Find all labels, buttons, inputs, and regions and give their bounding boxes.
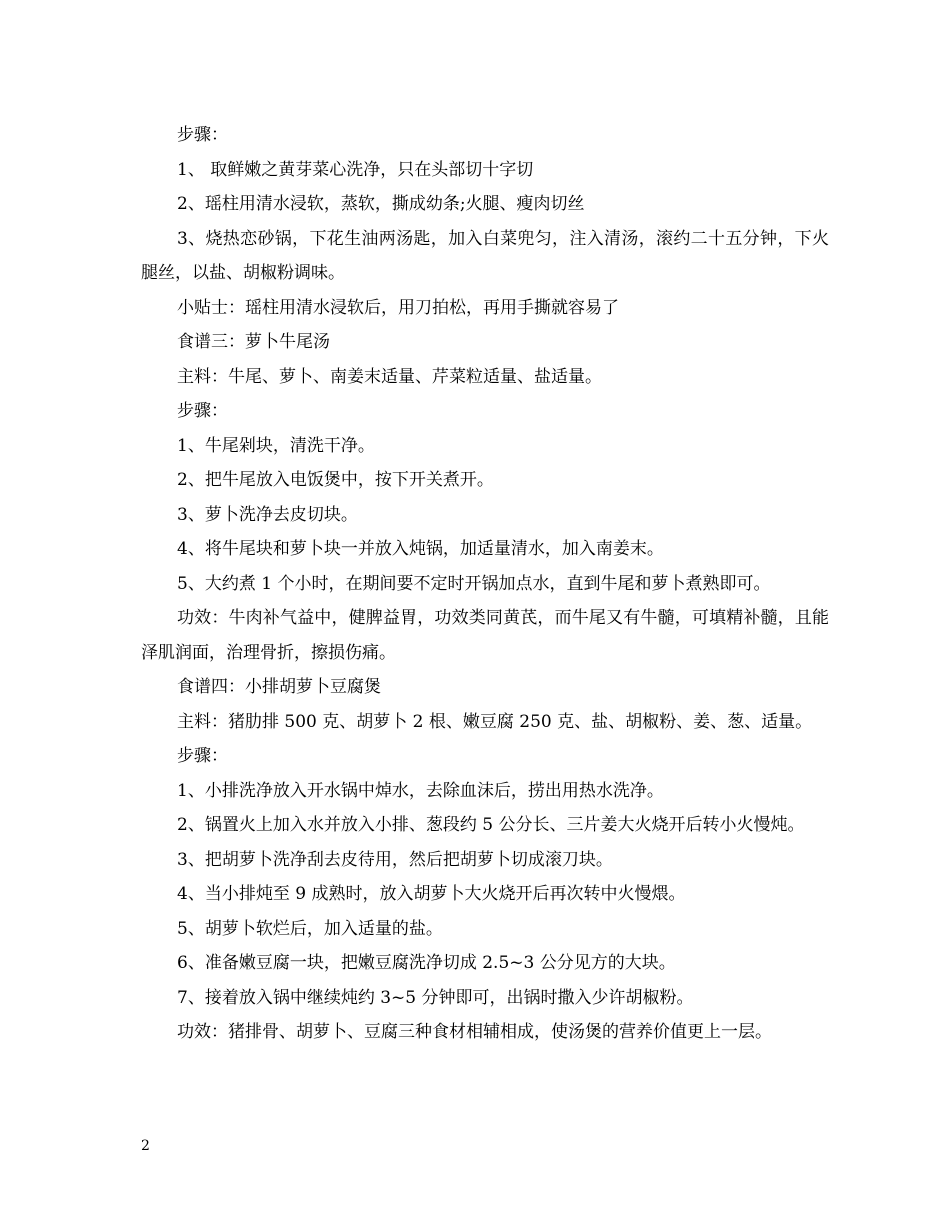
step-item: 1、 取鲜嫩之黄芽菜心洗净，只在头部切十字切: [177, 159, 534, 180]
page-number: 2: [141, 1138, 150, 1154]
step-item: 3、烧热恋砂锅，下花生油两汤匙，加入白菜兜匀，注入清汤，滚约二十五分钟，下火腿丝，以盐、胡椒粉调味。: [141, 228, 829, 283]
step-item: 7、接着放入锅中继续炖约 3~5 分钟即可，出锅时撒入少许胡椒粉。: [177, 987, 694, 1008]
step-item: 2、锅置火上加入水并放入小排、葱段约 5 公分长、三片姜大火烧开后转小火慢炖。: [177, 815, 805, 835]
step-item: 1、牛尾剁块，清洗干净。: [177, 435, 375, 456]
step-item: 2、瑶柱用清水浸软，蒸软，撕成幼条;火腿、瘦肉切丝: [177, 194, 585, 214]
step-item: 2、把牛尾放入电饭煲中，按下开关煮开。: [177, 470, 494, 490]
section-heading-steps: 步骤：: [177, 746, 228, 766]
step-item: 4、将牛尾块和萝卜块一并放入炖锅，加适量清水，加入南姜末。: [177, 539, 664, 559]
ingredients-paragraph: 主料：猪肋排 500 克、胡萝卜 2 根、嫩豆腐 250 克、盐、胡椒粉、姜、葱、适量。: [177, 711, 813, 732]
step-item: 4、当小排炖至 9 成熟时，放入胡萝卜大火烧开后再次转中火慢煨。: [177, 884, 686, 904]
recipe-title: 食谱四：小排胡萝卜豆腐煲: [177, 677, 381, 697]
recipe-title: 食谱三：萝卜牛尾汤: [177, 332, 330, 352]
effect-paragraph: 功效：牛肉补气益中，健脾益胃，功效类同黄芪，而牛尾又有牛髓，可填精补髓，且能泽肌润面，治理骨折，擦损伤痛。: [141, 608, 829, 663]
section-heading-steps: 步骤：: [177, 401, 228, 421]
ingredients-paragraph: 主料：牛尾、萝卜、南姜末适量、芹菜粒适量、盐适量。: [177, 366, 602, 387]
step-item: 3、萝卜洗净去皮切块。: [177, 504, 358, 525]
step-item: 1、小排洗净放入开水锅中焯水，去除血沫后，捞出用热水洗净。: [177, 780, 664, 801]
page-body: [141, 118, 829, 1050]
effect-paragraph: 功效：猪排骨、胡萝卜、豆腐三种食材相辅相成，使汤煲的营养价值更上一层。: [177, 1022, 772, 1042]
step-item: 3、把胡萝卜洗净刮去皮待用，然后把胡萝卜切成滚刀块。: [177, 849, 613, 870]
section-heading-steps: 步骤：: [177, 125, 228, 145]
step-item: 6、准备嫩豆腐一块，把嫩豆腐洗净切成 2.5~3 公分见方的大块。: [177, 953, 676, 973]
step-item: 5、大约煮 1 个小时，在期间要不定时开锅加点水，直到牛尾和萝卜煮熟即可。: [177, 573, 771, 594]
step-item: 5、胡萝卜软烂后，加入适量的盐。: [177, 918, 443, 939]
tip-paragraph: 小贴士：瑶柱用清水浸软后，用刀拍松，再用手撕就容易了: [177, 297, 619, 318]
